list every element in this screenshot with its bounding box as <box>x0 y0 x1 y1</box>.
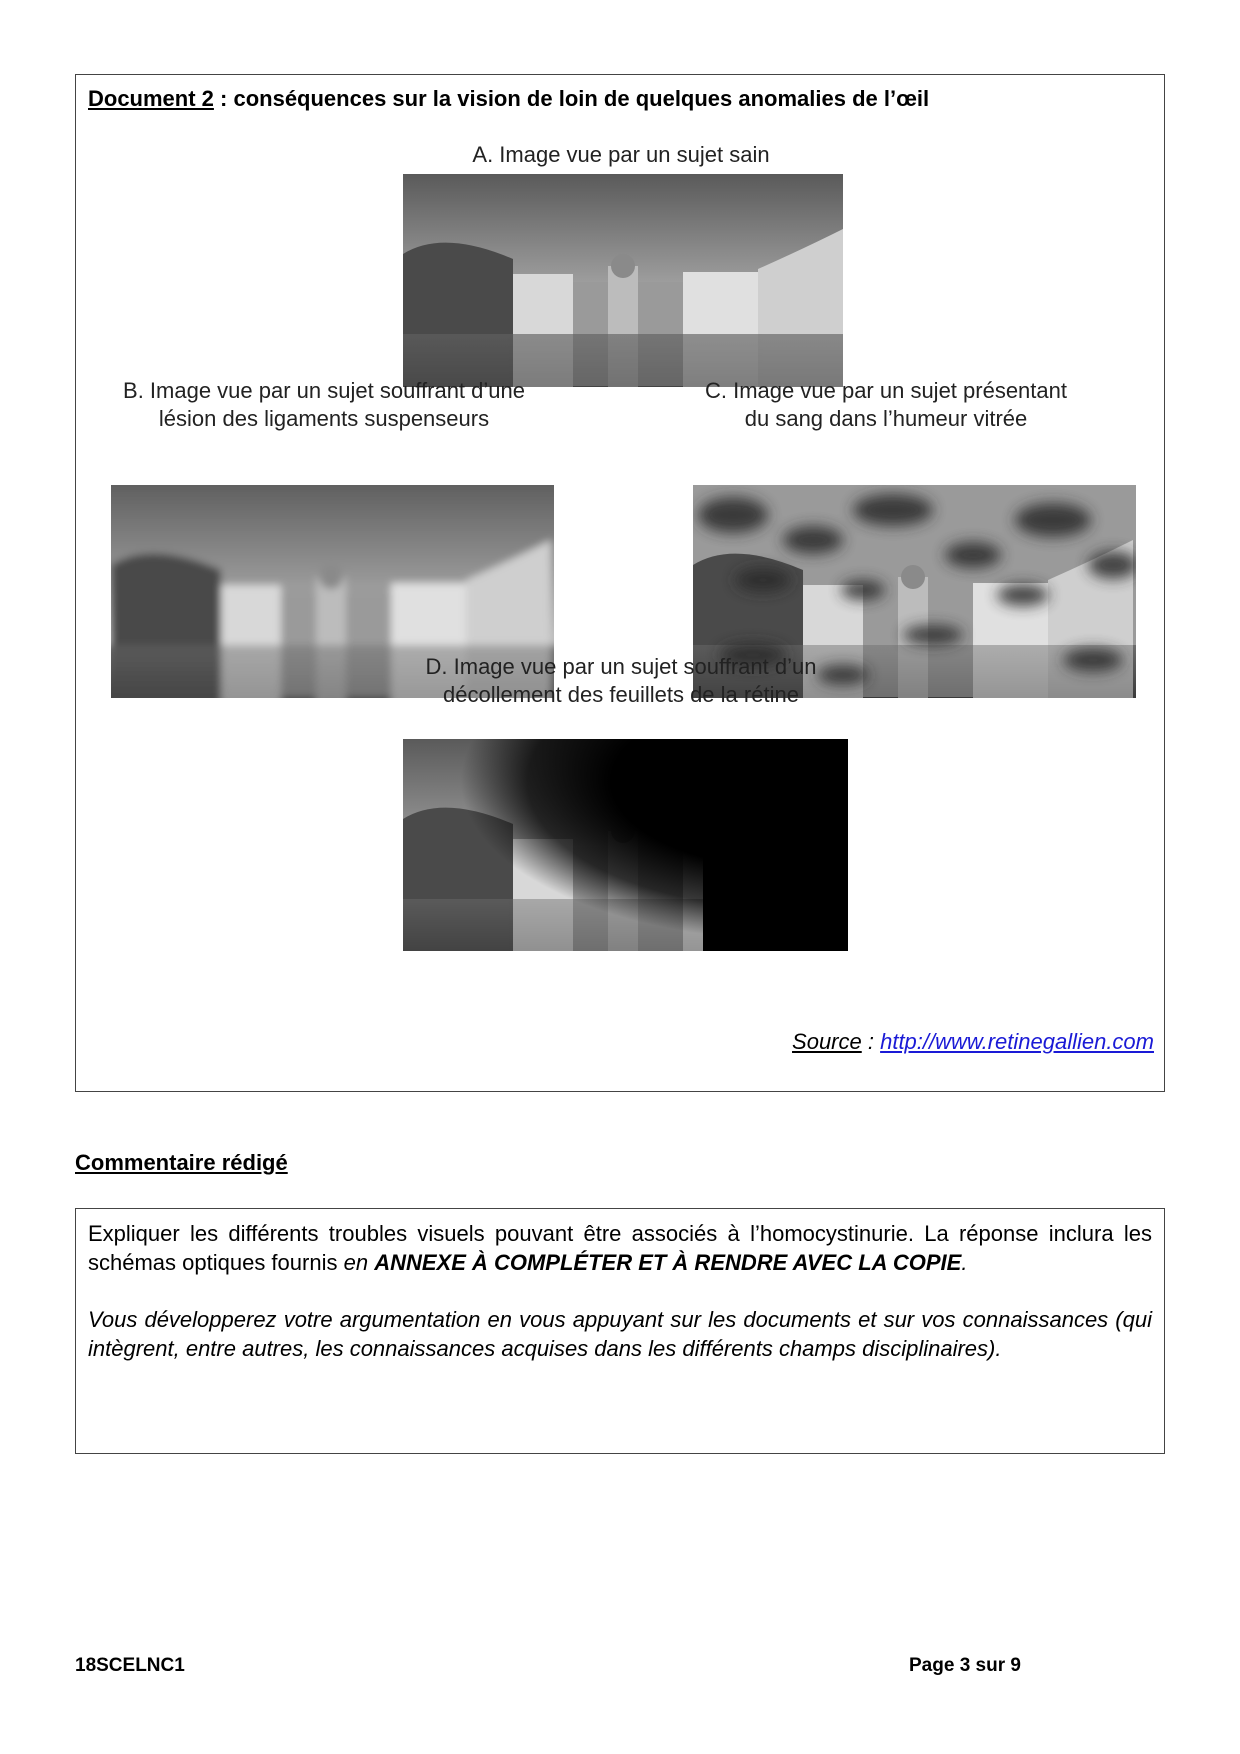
commentary-heading: Commentaire rédigé <box>75 1150 288 1175</box>
image-a-healthy <box>403 174 843 387</box>
caption-c-line2: du sang dans l’humeur vitrée <box>744 406 1028 431</box>
caption-a-line1: A. Image vue par un sujet sain <box>472 142 770 167</box>
caption-d <box>356 653 886 709</box>
document-number: Document 2 <box>88 86 214 111</box>
commentary-box <box>75 1208 1165 1454</box>
source-link[interactable]: http://www.retinegallien.com <box>880 1029 1154 1054</box>
source-label: Source <box>792 1029 862 1054</box>
p1-end: . <box>961 1250 968 1275</box>
caption-b-line1: B. Image vue par un sujet souffrant d’une <box>123 378 525 403</box>
p1-text: Expliquer les différents troubles visuels pouvant être associés à l’homocystinurie. La réponse inclura les schémas optiques fournis <box>88 1221 1152 1275</box>
document-2-box <box>75 74 1165 1092</box>
caption-b-line2: lésion des ligaments suspenseurs <box>158 406 490 431</box>
document-title-text: : conséquences sur la vision de loin de quelques anomalies de l’œil <box>213 86 930 111</box>
commentary-paragraph-2: Vous développerez votre argumentation en vous appuyant sur les documents et sur vos connaissances (qui intègrent, entre autres, les connaissances acquises dans les différents champs disciplinaires). <box>88 1307 1152 1361</box>
caption-a <box>376 141 866 169</box>
footer-code: 18SCELNC1 <box>75 1655 185 1676</box>
caption-c <box>656 377 1116 433</box>
source-separator: : <box>861 1029 881 1054</box>
photo-d-svg <box>403 739 848 951</box>
p1-en: en <box>343 1250 369 1275</box>
source-line <box>792 1029 1154 1055</box>
photo-a-svg <box>403 174 843 387</box>
commentary-paragraph-1 <box>88 1219 1152 1277</box>
caption-c-line1: C. Image vue par un sujet présentant <box>705 378 1067 403</box>
caption-d-line2: décollement des feuillets de la rétine <box>443 682 799 707</box>
document-title <box>88 86 929 112</box>
caption-d-line1: D. Image vue par un sujet souffrant d’un <box>425 654 817 679</box>
image-d-retinal-detachment <box>403 739 848 951</box>
p1-annex: ANNEXE À COMPLÉTER ET À RENDRE AVEC LA COPIE <box>374 1250 962 1275</box>
footer-page: Page 3 sur 9 <box>909 1655 1021 1676</box>
caption-b <box>94 377 554 433</box>
